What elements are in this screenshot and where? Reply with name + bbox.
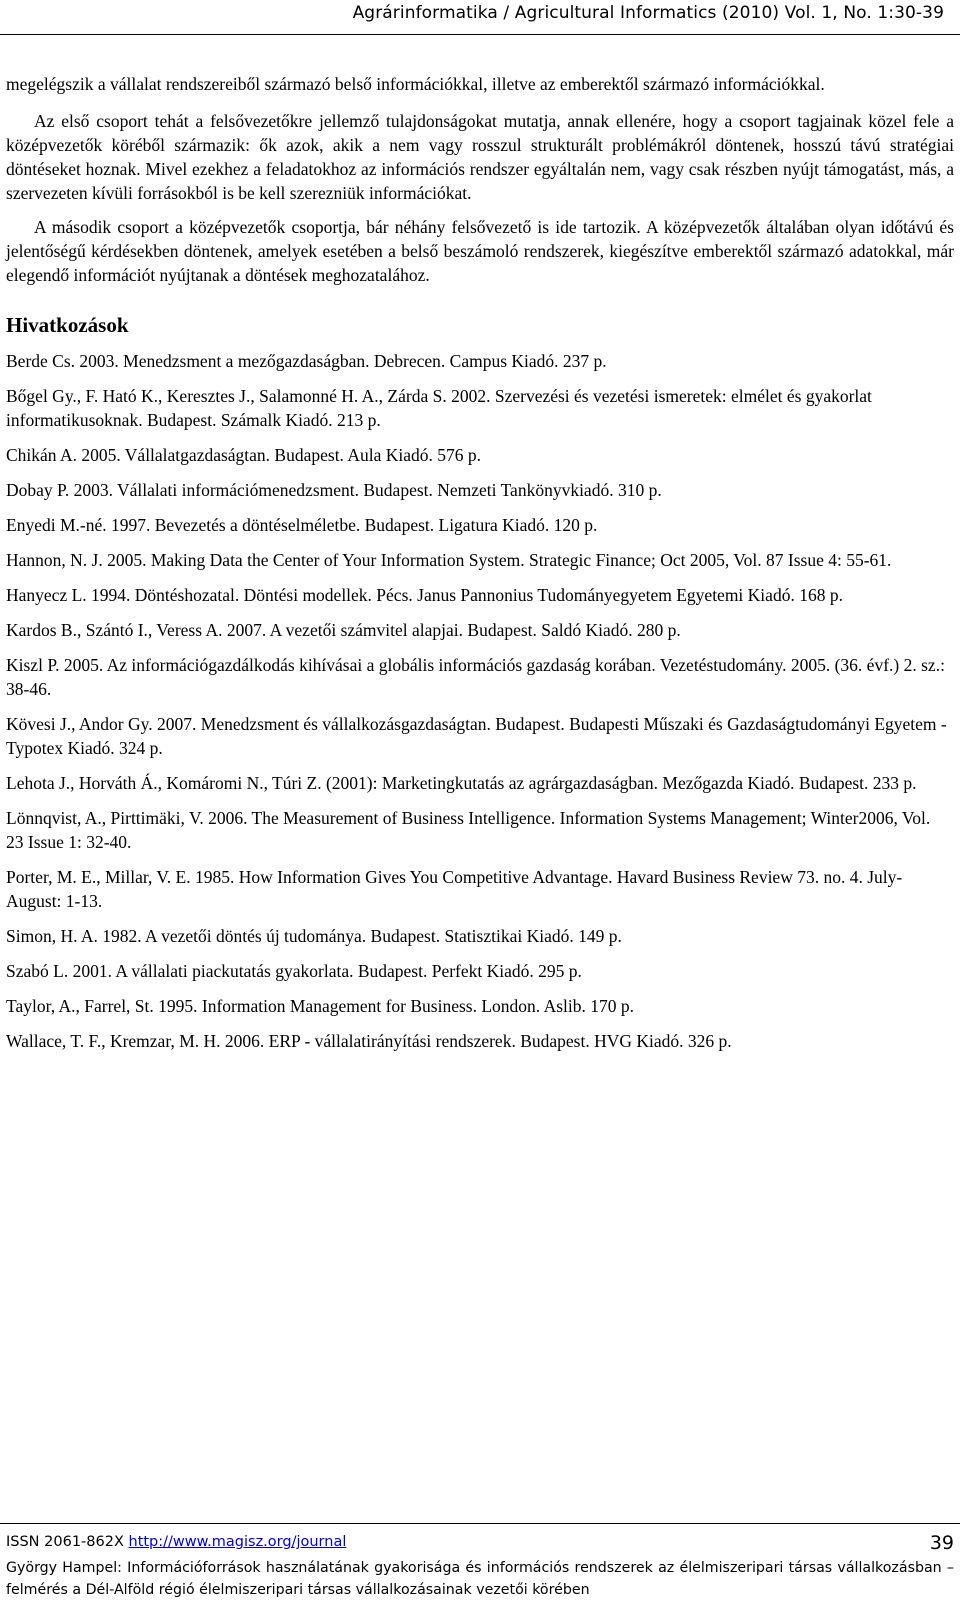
- page-footer: [6, 1527, 954, 1601]
- reference-item: Szabó L. 2001. A vállalati piackutatás gyakorlata. Budapest. Perfekt Kiadó. 295 p.: [6, 961, 582, 981]
- body-paragraph: A második csoport a középvezetők csoportja, bár néhány felsővezető is ide tartozik. A középvezetők általában olyan időtávú és jelentőségű kérdésekben döntenek, amelyek esetében a belső beszámoló rendszerek, kiegészítve emberektől származó adatokkal, már elegendő információt nyújtanak a döntések meghozatalához.: [6, 217, 954, 285]
- reference-list: [6, 349, 954, 1053]
- reference-item: Kiszl P. 2005. Az információgazdálkodás kihívásai a globális információs gazdaság korában. Vezetéstudomány. 2005. (36. évf.) 2. sz.: 38-46.: [6, 655, 945, 699]
- reference-item: Bőgel Gy., F. Ható K., Keresztes J., Salamonné H. A., Zárda S. 2002. Szervezési és vezetési ismeretek: elmélet és gyakorlat informatikusoknak. Budapest. Számalk Kiadó. 213 p.: [6, 386, 872, 430]
- reference-item: Lehota J., Horváth Á., Komáromi N., Túri Z. (2001): Marketingkutatás az agrárgazdaságban. Mezőgazda Kiadó. Budapest. 233 p.: [6, 773, 917, 793]
- references-heading: Hivatkozások: [6, 313, 129, 337]
- reference-item: Berde Cs. 2003. Menedzsment a mezőgazdaságban. Debrecen. Campus Kiadó. 237 p.: [6, 351, 607, 371]
- footer-rule: [0, 1523, 960, 1524]
- footer-line: [6, 1527, 954, 1557]
- issn-label: ISSN 2061-862X: [6, 1534, 124, 1550]
- journal-link[interactable]: http://www.magisz.org/journal: [128, 1534, 347, 1550]
- article-citation: György Hampel: Információforrások használatának gyakorisága és információs rendszerek az élelmiszeripari társas vállalkozásban – felmérés a Dél-Alföld régió élelmiszeripari társas vállalkozásainak vezetői körében: [6, 1560, 954, 1598]
- reference-item: Kardos B., Szántó I., Veress A. 2007. A vezetői számvitel alapjai. Budapest. Saldó Kiadó. 280 p.: [6, 620, 681, 640]
- reference-item: Chikán A. 2005. Vállalatgazdaságtan. Budapest. Aula Kiadó. 576 p.: [6, 445, 482, 465]
- reference-item: Hanyecz L. 1994. Döntéshozatal. Döntési modellek. Pécs. Janus Pannonius Tudományegyetem Egyetemi Kiadó. 168 p.: [6, 585, 843, 605]
- reference-item: Lönnqvist, A., Pirttimäki, V. 2006. The Measurement of Business Intelligence. Information Systems Management; Winter2006, Vol. 23 Issue 1: 32-40.: [6, 808, 931, 852]
- body-paragraph: Az első csoport tehát a felsővezetőkre jellemző tulajdonságokat mutatja, annak ellenére, hogy a csoport tagjainak közel fele a középvezetők köréből származik: ők azok, akik a nem vagy rosszul strukturált problémákról döntenek, hosszú távú stratégiai döntéseket hoznak. Mivel ezekhez a feladatokhoz az információs rendszer egyáltalán nem, vagy csak részben nyújt támogatást, más, a szervezeten kívüli forrásokból is be kell szerezniük információkat.: [6, 111, 954, 203]
- reference-item: Taylor, A., Farrel, St. 1995. Information Management for Business. London. Aslib. 170 p.: [6, 996, 635, 1016]
- header-rule: [0, 34, 960, 35]
- reference-item: Hannon, N. J. 2005. Making Data the Center of Your Information System. Strategic Finance; Oct 2005, Vol. 87 Issue 4: 55-61.: [6, 550, 892, 570]
- article-body: [6, 72, 954, 1064]
- body-paragraph: megelégszik a vállalat rendszereiből származó belső információkkal, illetve az emberektől származó információkkal.: [6, 74, 825, 94]
- reference-item: Simon, H. A. 1982. A vezetői döntés új tudománya. Budapest. Statisztikai Kiadó. 149 p.: [6, 926, 622, 946]
- page-number: 39: [929, 1532, 954, 1554]
- reference-item: Porter, M. E., Millar, V. E. 1985. How Information Gives You Competitive Advantage. Havard Business Review 73. no. 4. July-August: 1-13.: [6, 867, 903, 911]
- reference-item: Enyedi M.-né. 1997. Bevezetés a döntéselméletbe. Budapest. Ligatura Kiadó. 120 p.: [6, 515, 598, 535]
- running-header: Agrárinformatika / Agricultural Informatics (2010) Vol. 1, No. 1:30-39: [352, 3, 944, 23]
- reference-item: Kövesi J., Andor Gy. 2007. Menedzsment és vállalkozásgazdaságtan. Budapest. Budapesti Műszaki és Gazdaságtudományi Egyetem - Typotex Kiadó. 324 p.: [6, 714, 947, 758]
- reference-item: Wallace, T. F., Kremzar, M. H. 2006. ERP - vállalatirányítási rendszerek. Budapest. HVG Kiadó. 326 p.: [6, 1031, 732, 1051]
- reference-item: Dobay P. 2003. Vállalati információmenedzsment. Budapest. Nemzeti Tankönyvkiadó. 310 p.: [6, 480, 662, 500]
